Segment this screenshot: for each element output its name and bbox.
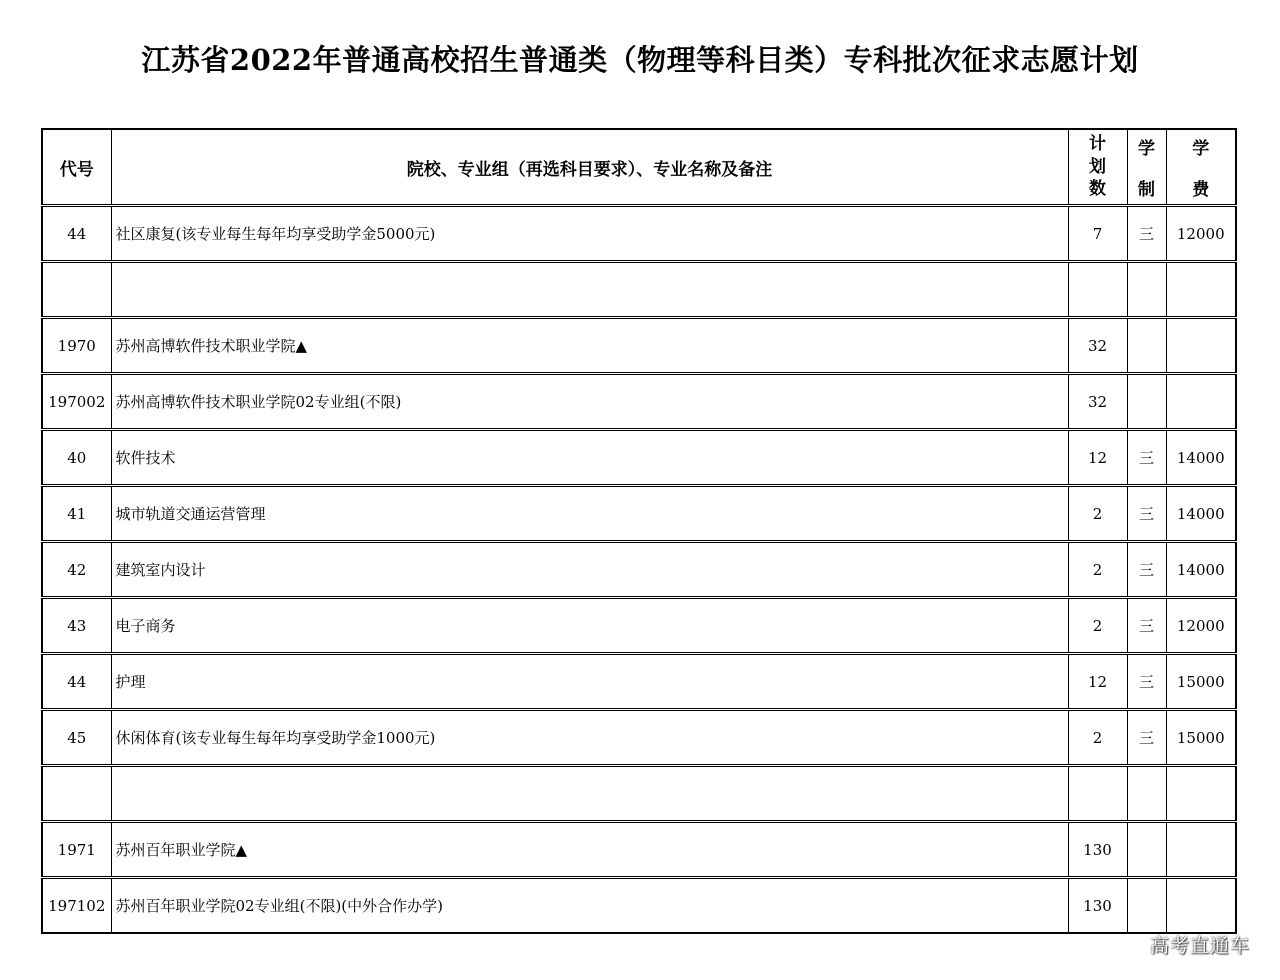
row-count: 32 (1068, 318, 1127, 374)
row-code (42, 766, 111, 822)
row-name: 苏州百年职业学院▲ (111, 822, 1068, 878)
table-row (42, 878, 1236, 934)
row-fee: 15000 (1166, 654, 1236, 710)
row-fee: 14000 (1166, 430, 1236, 486)
table-row (42, 486, 1236, 542)
row-code: 1971 (42, 822, 111, 878)
table-row (42, 206, 1236, 262)
table-row (42, 542, 1236, 598)
header-fee-char-1: 学 (1192, 139, 1210, 159)
header-plan-count-label: 计划数 (1089, 133, 1106, 200)
row-name: 护理 (111, 654, 1068, 710)
table-row (42, 598, 1236, 654)
row-count: 2 (1068, 486, 1127, 542)
table-row (42, 654, 1236, 710)
row-fee (1166, 374, 1236, 430)
table-row (42, 374, 1236, 430)
table-row (42, 430, 1236, 486)
row-count: 32 (1068, 374, 1127, 430)
watermark: 高考直通车 (1149, 935, 1250, 957)
row-system (1127, 766, 1166, 822)
row-system (1127, 822, 1166, 878)
row-name: 苏州高博软件技术职业学院▲ (111, 318, 1068, 374)
row-fee (1166, 262, 1236, 318)
row-count: 12 (1068, 430, 1127, 486)
row-code: 43 (42, 598, 111, 654)
row-code: 41 (42, 486, 111, 542)
row-fee (1166, 878, 1236, 934)
row-name: 苏州高博软件技术职业学院02专业组(不限) (111, 374, 1068, 430)
row-count: 2 (1068, 542, 1127, 598)
table-row (42, 822, 1236, 878)
row-system: 三 (1127, 206, 1166, 262)
row-name: 电子商务 (111, 598, 1068, 654)
header-system-char-1: 学 (1138, 139, 1155, 159)
row-name: 休闲体育(该专业每生每年均享受助学金1000元) (111, 710, 1068, 766)
header-code: 代号 (42, 129, 111, 206)
row-name: 城市轨道交通运营管理 (111, 486, 1068, 542)
row-count: 130 (1068, 878, 1127, 934)
table-row (42, 262, 1236, 318)
row-count: 2 (1068, 598, 1127, 654)
row-name: 苏州百年职业学院02专业组(不限)(中外合作办学) (111, 878, 1068, 934)
row-fee (1166, 318, 1236, 374)
row-code (42, 262, 111, 318)
header-system (1127, 129, 1166, 206)
row-fee: 14000 (1166, 486, 1236, 542)
table-row (42, 318, 1236, 374)
row-code: 44 (42, 654, 111, 710)
row-system (1127, 374, 1166, 430)
row-count (1068, 262, 1127, 318)
row-system: 三 (1127, 486, 1166, 542)
row-name (111, 766, 1068, 822)
row-system (1127, 878, 1166, 934)
row-code: 197102 (42, 878, 111, 934)
enrollment-plan-table (41, 128, 1237, 934)
row-fee (1166, 822, 1236, 878)
header-fee-char-2: 费 (1192, 180, 1210, 200)
row-code: 45 (42, 710, 111, 766)
row-name: 软件技术 (111, 430, 1068, 486)
row-name: 建筑室内设计 (111, 542, 1068, 598)
row-fee: 15000 (1166, 710, 1236, 766)
row-count (1068, 766, 1127, 822)
row-code: 1970 (42, 318, 111, 374)
row-system (1127, 262, 1166, 318)
table-row (42, 710, 1236, 766)
header-name: 院校、专业组（再选科目要求）、专业名称及备注 (111, 129, 1068, 206)
row-fee: 12000 (1166, 598, 1236, 654)
page-title: 江苏省2022年普通高校招生普通类（物理等科目类）专科批次征求志愿计划 (141, 43, 1139, 77)
table-header-row (42, 129, 1236, 206)
row-count: 2 (1068, 710, 1127, 766)
header-system-char-2: 制 (1138, 180, 1155, 200)
row-fee: 14000 (1166, 542, 1236, 598)
row-count: 7 (1068, 206, 1127, 262)
row-system: 三 (1127, 710, 1166, 766)
row-system: 三 (1127, 598, 1166, 654)
header-plan-count (1068, 129, 1127, 206)
row-code: 42 (42, 542, 111, 598)
row-system: 三 (1127, 654, 1166, 710)
table-row (42, 766, 1236, 822)
row-code: 44 (42, 206, 111, 262)
row-code: 40 (42, 430, 111, 486)
row-count: 12 (1068, 654, 1127, 710)
row-system: 三 (1127, 430, 1166, 486)
row-code: 197002 (42, 374, 111, 430)
row-system (1127, 318, 1166, 374)
row-fee: 12000 (1166, 206, 1236, 262)
row-name (111, 262, 1068, 318)
row-system: 三 (1127, 542, 1166, 598)
header-fee (1166, 129, 1236, 206)
row-fee (1166, 766, 1236, 822)
row-name: 社区康复(该专业每生每年均享受助学金5000元) (111, 206, 1068, 262)
row-count: 130 (1068, 822, 1127, 878)
